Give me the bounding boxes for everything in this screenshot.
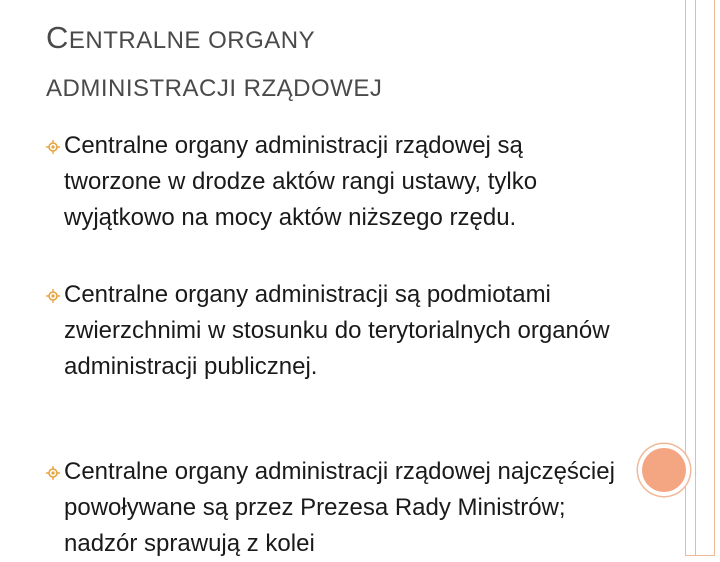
sun-bullet-icon — [46, 289, 60, 303]
bullet-item — [64, 277, 624, 385]
sun-bullet-icon — [46, 466, 60, 480]
decorative-frame-inner — [695, 0, 707, 556]
bullet-item — [64, 128, 624, 236]
title-initial: C — [46, 20, 69, 55]
title-rest: ENTRALNE ORGANY — [68, 27, 316, 54]
sun-bullet-icon — [46, 140, 60, 154]
bullet-item — [64, 454, 624, 562]
bullet-text: Centralne organy administracji rządowej najczęściej powoływane są przez Prezesa Rady Ministrów; nadzór sprawują z kolei — [64, 458, 615, 557]
slide-title-line-2: ADMINISTRACJI RZĄDOWEJ — [46, 75, 383, 102]
decorative-circle — [642, 448, 686, 492]
bullet-text: Centralne organy administracji są podmiotami zwierzchnimi w stosunku do terytorialnych organów administracji publicznej. — [64, 281, 610, 380]
bullet-text: Centralne organy administracji rządowej są tworzone w drodze aktów rangi ustawy, tylko wyjątkowo na mocy aktów niższego rzędu. — [64, 132, 538, 231]
